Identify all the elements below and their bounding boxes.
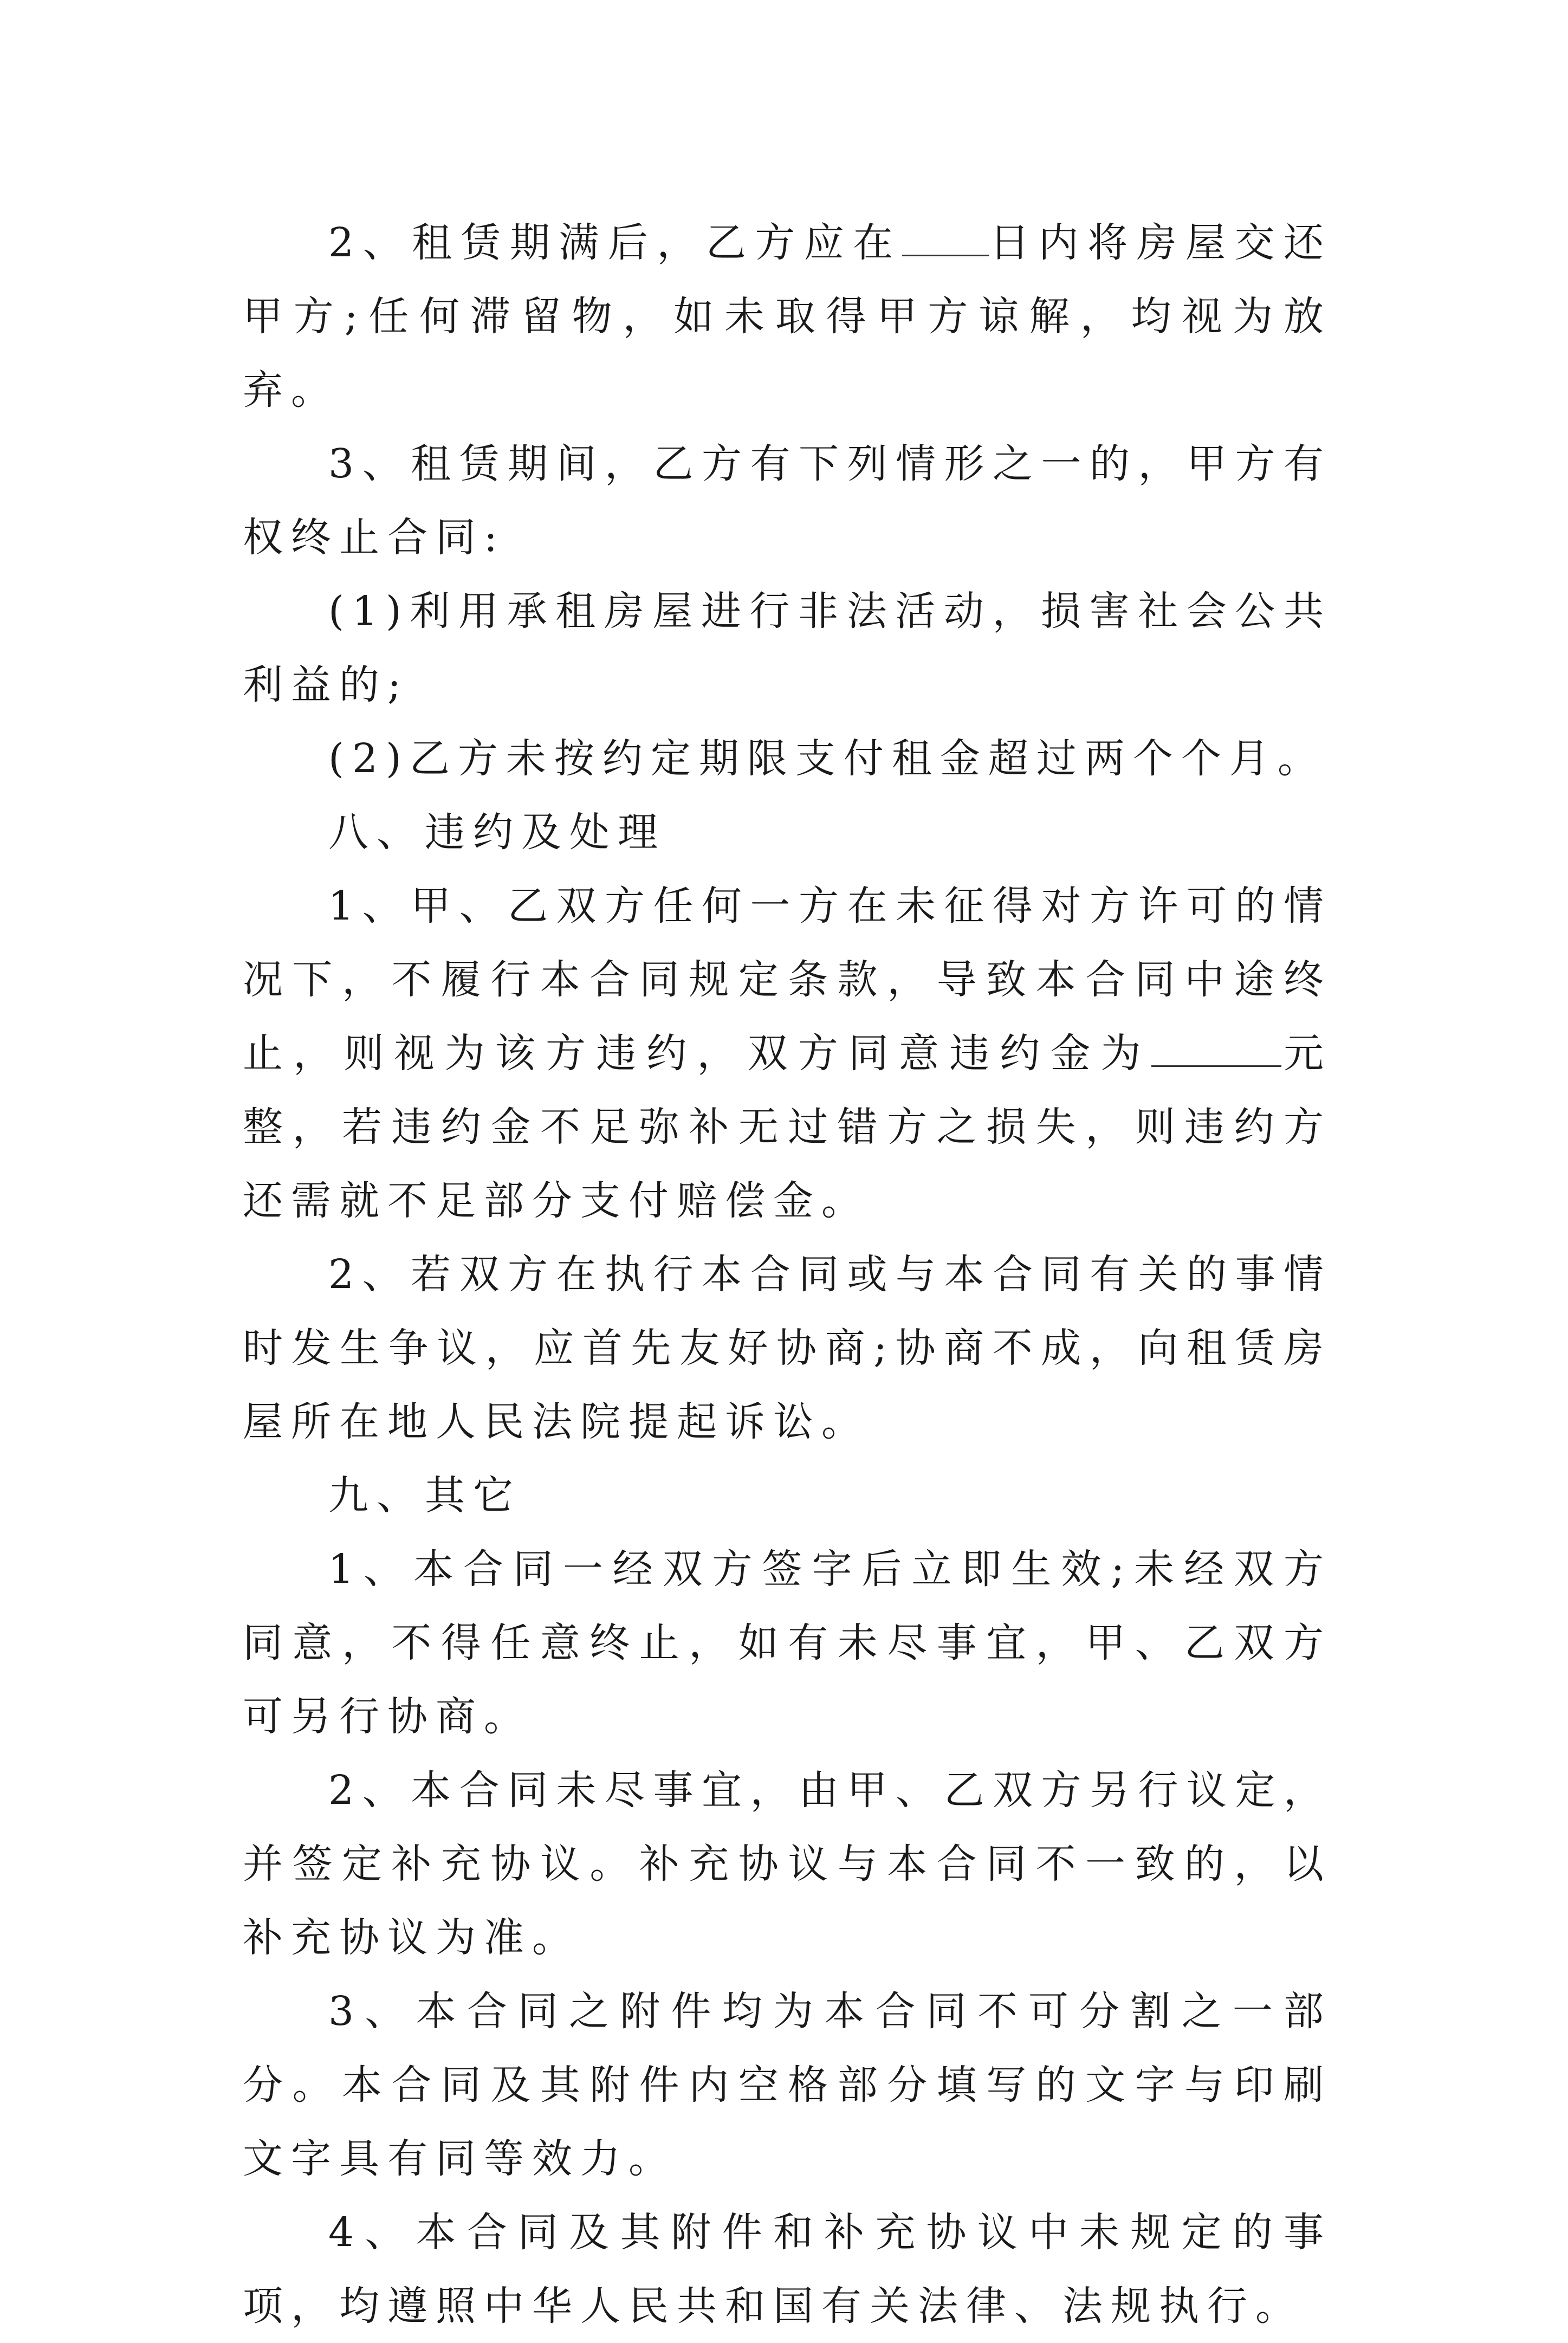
clause-9-2-supplement: 2、本合同未尽事宜，由甲、乙双方另行议定，并签定补充协议。补充协议与本合同不一致的，以补充协议为准。 <box>243 1767 1332 1961</box>
clause-9-4-governing-law: 4、本合同及其附件和补充协议中未规定的事项，均遵照中华人民共和国有关法律、法规执行。 <box>243 2209 1332 2329</box>
clause-8-2-dispute: 2、若双方在执行本合同或与本合同有关的事情时发生争议，应首先友好协商;协商不成，向租赁房屋所在地人民法院提起诉讼。 <box>243 1251 1332 1445</box>
clause-7-3-termination: 3、租赁期间，乙方有下列情形之一的，甲方有权终止合同: <box>243 441 1332 561</box>
document-body <box>243 206 1332 2343</box>
blank-penalty-amount-field <box>1151 1032 1281 1067</box>
clause-9-1-effective: 1、本合同一经双方签字后立即生效;未经双方同意，不得任意终止，如有未尽事宜，甲、乙双方可另行协商。 <box>243 1546 1332 1740</box>
clause-9-3-attachments: 3、本合同之附件均为本合同不可分割之一部分。本合同及其附件内空格部分填写的文字与印刷文字具有同等效力。 <box>243 1988 1332 2182</box>
clause-7-3-item-2: (2)乙方未按约定期限支付租金超过两个个月。 <box>328 735 1326 782</box>
clause-8-1-penalty: 1、甲、乙双方任何一方在未征得对方许可的情况下，不履行本合同规定条款，导致本合同中途终止，则视为该方违约，双方同意违约金为 元整，若违约金不足弥补无过错方之损失，则违约方还需就不足部分支付赔偿金。 <box>243 883 1332 1224</box>
section-heading-other: 九、其它 <box>328 1472 521 1519</box>
clause-7-2-return-premises: 2、租赁期满后，乙方应在 日内将房屋交还甲方;任何滞留物，如未取得甲方谅解，均视为放弃。 <box>243 219 1332 413</box>
clause-7-3-item-1: (1)利用承租房屋进行非法活动，损害社会公共利益的; <box>243 588 1332 708</box>
blank-days-field <box>902 221 989 256</box>
section-heading-breach: 八、违约及处理 <box>328 809 666 856</box>
